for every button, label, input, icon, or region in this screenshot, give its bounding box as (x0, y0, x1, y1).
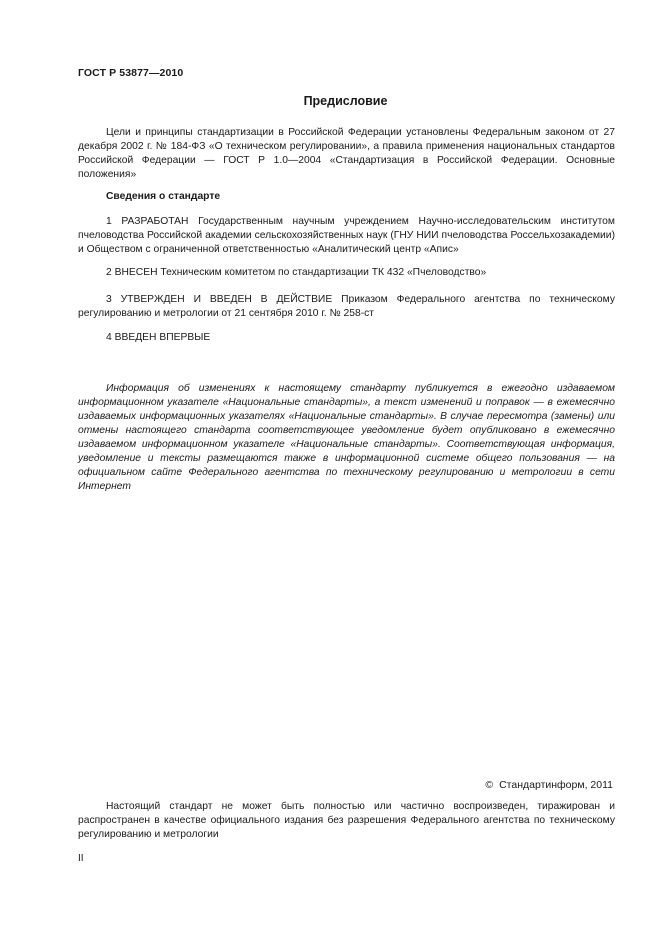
reproduction-notice-text: Настоящий стандарт не может быть полностью или частично воспроизведен, тиражирован и распространен в качестве официального издания без разрешения Федерального агентства по техническому регулированию и метрологии (78, 801, 615, 840)
standard-item-text: 2 ВНЕСЕН Техническим комитетом по стандартизации ТК 432 «Пчеловодство» (106, 267, 487, 278)
standard-item-text: 3 УТВЕРЖДЕН И ВВЕДЕН В ДЕЙСТВИЕ Приказом Федерального агентства по техническому регулированию и метрологии от 21 сентября 2010 г. № 258-ст (78, 294, 615, 319)
reproduction-notice (78, 800, 615, 842)
copyright-text: Стандартинформ, 2011 (499, 779, 613, 791)
copyright-icon: © (485, 779, 494, 791)
page-number: II (78, 853, 84, 864)
intro-text: Цели и принципы стандартизации в Российской Федерации установлены Федеральным законом от 27 декабря 2002 г. № 184-ФЗ «О техническом регулировании», а правила применения национальных стандартов Российской Федерации — ГОСТ Р 1.0—2004 «Стандартизация в Российской Федерации. Основные положения» (78, 127, 615, 180)
standard-item-1 (78, 215, 615, 257)
changes-notice-text: Информация об изменениях к настоящему стандарту публикуется в ежегодно издаваемом информационном указателе «Национальные стандарты», а текст изменений и поправок — в ежемесячно издаваемых информационных указателях «Национальные стандарты». В случае пересмотра (замены) или отмены настоящего стандарта соответствующее уведомление будет опубликовано в ежемесячно издаваемом информационном указателе «Национальные стандарты». Соответствующая информация, уведомление и тексты размещаются также в информационной системе общего пользования — на официальном сайте Федерального агентства по техническому регулированию и метрологии в сети Интернет (78, 383, 615, 492)
intro-paragraph (78, 126, 615, 182)
page-title: Предисловие (303, 94, 388, 108)
standard-item-text: 4 ВВЕДЕН ВПЕРВЫЕ (106, 332, 211, 343)
standard-item-text: 1 РАЗРАБОТАН Государственным научным учреждением Научно-исследовательским институтом пчеловодства Российской академии сельскохозяйственных наук (ГНУ НИИ пчеловодства Россельхозакадемии) и Обществом с ограниченной ответственностью «Аналитический центр «Апис» (78, 216, 615, 255)
standard-item-4 (78, 331, 615, 345)
copyright-line (485, 778, 613, 792)
standard-item-2 (78, 266, 615, 280)
changes-notice (78, 382, 615, 494)
standard-item-3 (78, 293, 615, 321)
section-heading: Сведения о стандарте (106, 191, 221, 202)
document-code: ГОСТ Р 53877—2010 (78, 67, 184, 79)
